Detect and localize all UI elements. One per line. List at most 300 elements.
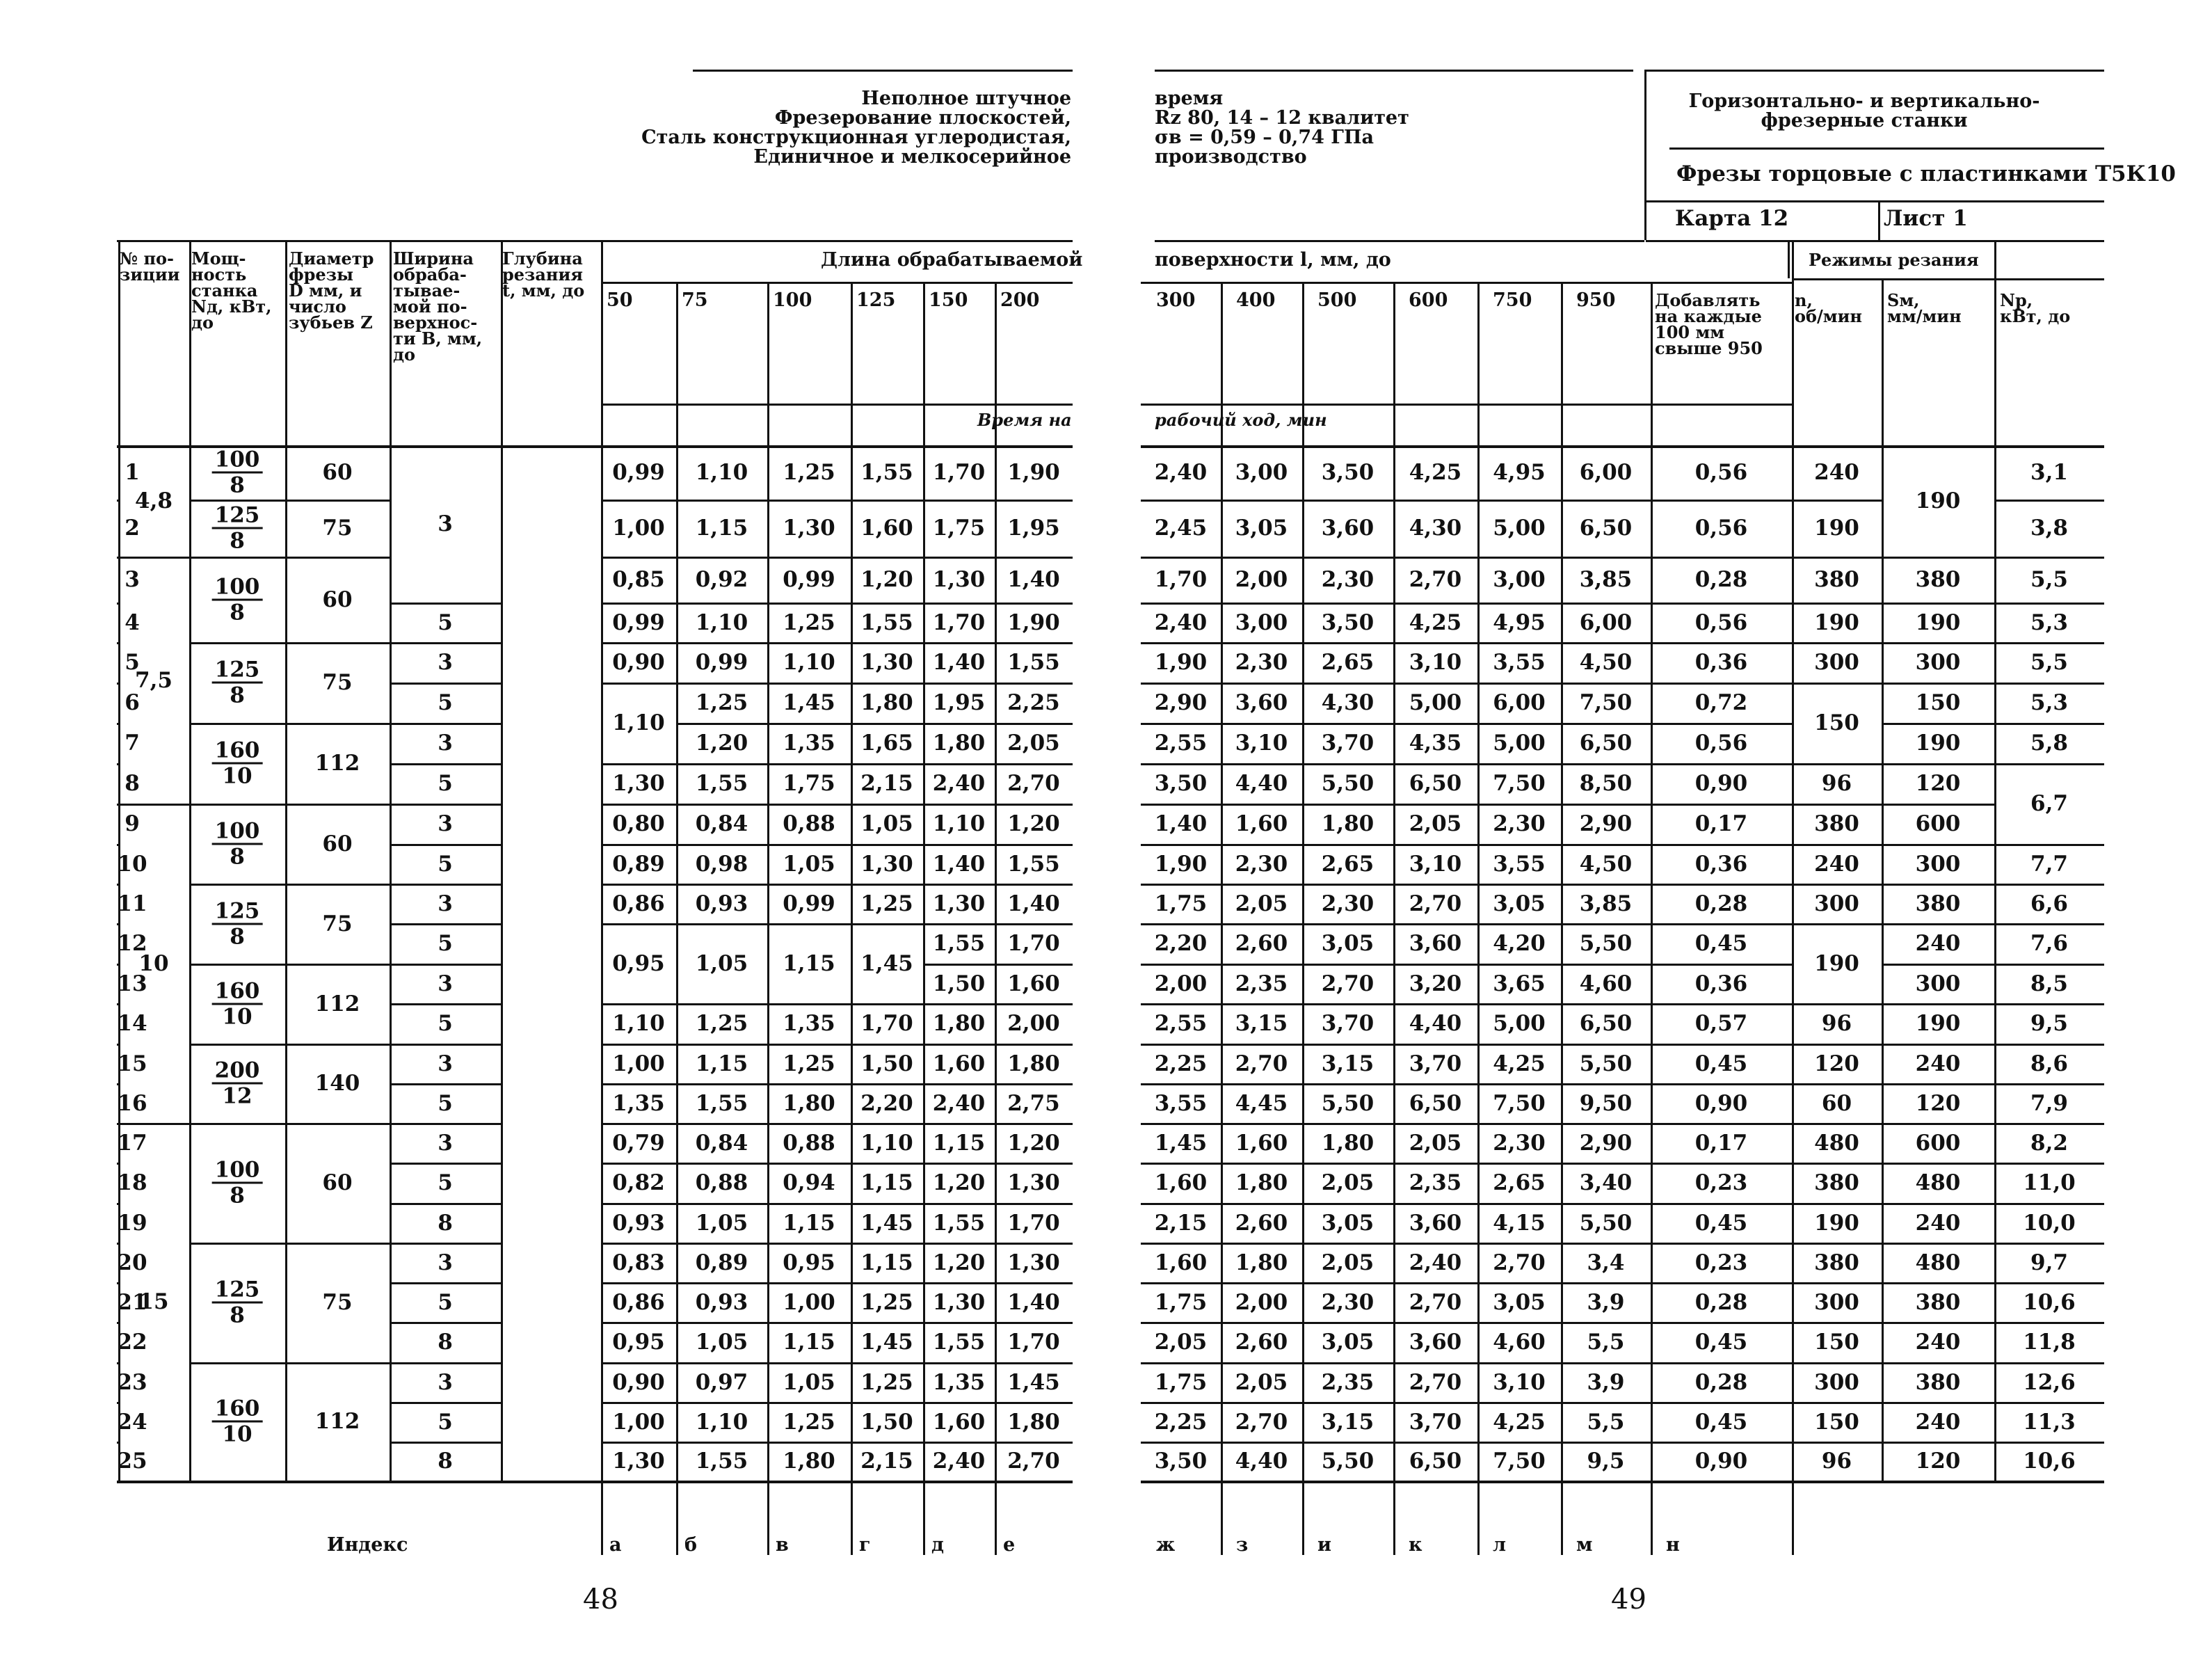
feed-value: 190 bbox=[1915, 488, 1961, 513]
time-cell-right: 2,90 bbox=[1579, 1130, 1633, 1156]
rule-line bbox=[923, 804, 995, 806]
col-header-width: Ширина обраба- тывае- мой по- верхнос- ти В, мм, до bbox=[393, 248, 483, 365]
time-cell-right: 4,40 bbox=[1235, 771, 1288, 796]
rule-line bbox=[767, 923, 851, 925]
time-cell-right: 4,60 bbox=[1579, 971, 1633, 996]
rule-line bbox=[118, 557, 189, 559]
rule-line bbox=[1882, 1442, 1994, 1444]
depth-value: 5 bbox=[438, 1289, 453, 1315]
rule-line bbox=[676, 1322, 767, 1324]
rule-line bbox=[1792, 1322, 1882, 1324]
rule-line bbox=[1994, 923, 2104, 925]
time-cell: 1,35 bbox=[783, 731, 835, 756]
time-cell: 1,55 bbox=[860, 460, 913, 485]
time-cell: 1,55 bbox=[932, 1210, 986, 1236]
time-cell-right: 3,85 bbox=[1579, 567, 1633, 592]
time-cell-right: 6,50 bbox=[1409, 1449, 1462, 1474]
rule-line bbox=[1994, 1481, 2104, 1483]
cutting-power-value: 5,3 bbox=[2030, 609, 2068, 635]
feed-value: 190 bbox=[1915, 609, 1961, 635]
time-cell-right: 2,35 bbox=[1235, 971, 1288, 996]
rule-line bbox=[923, 723, 995, 725]
col-header-position: № по- зиции bbox=[120, 248, 180, 285]
depth-value: 3 bbox=[438, 511, 453, 536]
time-cell-right: 2,00 bbox=[1235, 1289, 1288, 1315]
time-cell-right: 96 bbox=[1821, 771, 1852, 796]
power-value: 10 bbox=[138, 950, 169, 976]
time-cell-right: 3,60 bbox=[1409, 931, 1462, 956]
rule-line bbox=[390, 804, 501, 806]
time-cell: 0,99 bbox=[783, 891, 835, 916]
rule-line bbox=[390, 1402, 501, 1404]
cutting-power-value: 8,2 bbox=[2030, 1130, 2068, 1156]
depth-value: 5 bbox=[438, 1170, 453, 1195]
rule-line bbox=[851, 1044, 923, 1046]
rule-line bbox=[923, 1243, 995, 1245]
rule-line bbox=[390, 964, 501, 966]
cutting-power-value: 9,5 bbox=[2030, 1011, 2068, 1036]
time-cell-right: 2,70 bbox=[1321, 971, 1375, 996]
rule-line bbox=[1792, 844, 1882, 846]
feed-value: 480 bbox=[1915, 1250, 1961, 1275]
rule-line bbox=[676, 1003, 767, 1005]
rule-line bbox=[923, 964, 995, 966]
rule-line bbox=[189, 240, 191, 1481]
rule-line bbox=[189, 723, 285, 725]
time-cell: 0,83 bbox=[612, 1250, 665, 1275]
rule-line bbox=[601, 642, 676, 644]
rule-line bbox=[390, 1163, 501, 1165]
rule-line bbox=[767, 1003, 851, 1005]
col-header-length: 400 bbox=[1236, 289, 1276, 311]
rule-line bbox=[676, 1044, 767, 1046]
rule-line bbox=[1994, 1083, 2104, 1085]
rule-line bbox=[285, 1044, 390, 1046]
rule-line bbox=[1141, 557, 1792, 559]
col-header-length: 300 bbox=[1156, 289, 1196, 311]
feed-value: 120 bbox=[1915, 771, 1961, 796]
rule-line bbox=[923, 1044, 995, 1046]
position-number: 24 bbox=[117, 1409, 147, 1435]
rule-line bbox=[995, 1083, 1073, 1085]
cutting-power-value: 7,9 bbox=[2030, 1090, 2068, 1116]
rule-line bbox=[390, 1083, 501, 1085]
rule-line bbox=[117, 884, 118, 886]
rule-line bbox=[851, 763, 923, 765]
time-cell-right: 0,57 bbox=[1694, 1011, 1748, 1036]
rule-line bbox=[1792, 923, 1882, 925]
rule-line bbox=[285, 1243, 390, 1245]
position-number: 16 bbox=[117, 1090, 147, 1116]
rule-line bbox=[923, 1003, 995, 1005]
rule-line bbox=[995, 1003, 1073, 1005]
time-cell: 0,99 bbox=[612, 460, 665, 485]
rule-line bbox=[117, 603, 118, 605]
cutting-power-value: 3,1 bbox=[2030, 460, 2068, 485]
rule-line bbox=[390, 884, 501, 886]
rule-line bbox=[767, 1322, 851, 1324]
index-letter: к bbox=[1409, 1534, 1422, 1556]
rule-line bbox=[923, 1282, 995, 1284]
time-cell-right: 2,70 bbox=[1409, 567, 1462, 592]
col-header-length: 600 bbox=[1409, 289, 1448, 311]
time-cell: 2,15 bbox=[860, 1449, 913, 1474]
rule-line bbox=[995, 1163, 1073, 1165]
time-cell-right: 4,25 bbox=[1493, 1409, 1546, 1435]
rule-line bbox=[1788, 240, 1790, 278]
rule-line bbox=[995, 1322, 1073, 1324]
rule-line bbox=[1155, 240, 1644, 242]
position-number: 12 bbox=[117, 931, 147, 956]
rule-line bbox=[390, 1481, 501, 1483]
time-cell-right: 5,00 bbox=[1493, 516, 1546, 541]
rule-line bbox=[676, 1203, 767, 1205]
rule-line bbox=[767, 763, 851, 765]
time-cell-right: 1,80 bbox=[1235, 1250, 1288, 1275]
time-cell: 2,00 bbox=[1007, 1011, 1060, 1036]
time-cell-right: 8,50 bbox=[1579, 771, 1633, 796]
rule-line bbox=[995, 557, 1073, 559]
cutting-power-value: 8,5 bbox=[2030, 971, 2068, 996]
time-cell-right: 0,56 bbox=[1694, 516, 1748, 541]
rule-line bbox=[390, 683, 501, 685]
rule-line bbox=[1994, 603, 2104, 605]
depth-value: 3 bbox=[438, 731, 453, 756]
rule-line bbox=[118, 1123, 189, 1125]
feed-value: 600 bbox=[1915, 1130, 1961, 1156]
rule-line bbox=[601, 683, 676, 685]
rule-line bbox=[601, 404, 1073, 406]
rule-line bbox=[851, 884, 923, 886]
rule-line bbox=[923, 1322, 995, 1324]
time-cell: 1,75 bbox=[932, 516, 986, 541]
time-cell-right: 2,70 bbox=[1493, 1250, 1546, 1275]
right-header bbox=[1155, 89, 1409, 167]
cutter-diameter-fraction: $\frac{100}{8}$ bbox=[212, 448, 263, 497]
index-letter: л bbox=[1493, 1534, 1507, 1556]
index-letter: в bbox=[776, 1534, 789, 1556]
time-cell-right: 4,20 bbox=[1493, 931, 1546, 956]
depth-value: 8 bbox=[438, 1210, 453, 1236]
time-cell-right: 3,60 bbox=[1235, 690, 1288, 715]
rule-line bbox=[1792, 804, 1882, 806]
rule-line bbox=[285, 964, 390, 966]
time-cell: 0,86 bbox=[612, 1289, 665, 1315]
time-cell-right: 380 bbox=[1814, 811, 1859, 836]
time-cell-right: 2,55 bbox=[1154, 731, 1208, 756]
time-cell: 0,89 bbox=[695, 1250, 748, 1275]
time-cell: 0,95 bbox=[612, 950, 665, 976]
rule-line bbox=[189, 804, 285, 806]
time-cell-right: 0,90 bbox=[1694, 1449, 1748, 1474]
rule-line bbox=[923, 1402, 995, 1404]
rule-line bbox=[851, 1481, 923, 1483]
time-cell-right: 150 bbox=[1814, 1330, 1859, 1355]
rule-line bbox=[851, 804, 923, 806]
rule-line bbox=[1141, 804, 1792, 806]
feed-value: 240 bbox=[1915, 1409, 1961, 1435]
time-cell: 0,86 bbox=[612, 891, 665, 916]
rule-line bbox=[1882, 923, 1994, 925]
time-cell: 1,60 bbox=[860, 516, 913, 541]
time-cell-right: 190 bbox=[1814, 1210, 1859, 1236]
rule-line bbox=[189, 1481, 285, 1483]
rule-line bbox=[1882, 1044, 1994, 1046]
position-number: 25 bbox=[117, 1449, 147, 1474]
depth-value: 3 bbox=[438, 891, 453, 916]
rule-line bbox=[1792, 1003, 1882, 1005]
rule-line bbox=[1792, 1203, 1882, 1205]
time-cell-right: 4,30 bbox=[1409, 516, 1462, 541]
time-cell-right: 0,45 bbox=[1694, 1409, 1748, 1435]
time-cell: 1,20 bbox=[932, 1170, 986, 1195]
time-cell-right: 2,40 bbox=[1409, 1250, 1462, 1275]
index-letter: з bbox=[1236, 1534, 1249, 1556]
time-cell-right: 3,15 bbox=[1235, 1011, 1288, 1036]
rule-line bbox=[676, 683, 767, 685]
page-number-right: 49 bbox=[1611, 1584, 1646, 1616]
time-cell: 1,00 bbox=[612, 1409, 665, 1435]
time-cell: 1,40 bbox=[1007, 567, 1060, 592]
rule-line bbox=[1646, 200, 2104, 202]
rule-line bbox=[1792, 278, 2104, 280]
rule-line bbox=[1882, 1282, 1994, 1284]
rule-line bbox=[390, 1243, 501, 1245]
time-cell-right: 0,90 bbox=[1694, 771, 1748, 796]
time-cell-right: 1,90 bbox=[1154, 650, 1208, 675]
time-cell: 1,60 bbox=[932, 1051, 986, 1076]
time-cell-right: 0,28 bbox=[1694, 891, 1748, 916]
rule-line bbox=[390, 642, 501, 644]
rule-line bbox=[117, 1003, 118, 1005]
position-number: 11 bbox=[117, 891, 147, 916]
feed-value: 240 bbox=[1915, 1051, 1961, 1076]
time-cell: 1,10 bbox=[695, 609, 748, 635]
time-cell: 1,50 bbox=[932, 971, 986, 996]
time-cell-right: 2,00 bbox=[1235, 567, 1288, 592]
time-cell-right: 2,70 bbox=[1235, 1409, 1288, 1435]
position-number: 9 bbox=[125, 811, 140, 836]
time-cell-right: 0,45 bbox=[1694, 931, 1748, 956]
rule-line bbox=[1792, 1362, 1882, 1364]
time-cell-right: 380 bbox=[1814, 567, 1859, 592]
rule-line bbox=[851, 557, 923, 559]
rule-line bbox=[1141, 1123, 1792, 1125]
rule-line bbox=[1141, 884, 1792, 886]
rule-line bbox=[117, 1243, 118, 1245]
rule-line bbox=[923, 763, 995, 765]
time-cell-right: 3,10 bbox=[1493, 1369, 1546, 1395]
time-cell: 2,25 bbox=[1007, 690, 1060, 715]
rule-line bbox=[1882, 884, 1994, 886]
left-header-line: Единичное и мелкосерийное bbox=[753, 146, 1071, 168]
time-cell-right: 2,70 bbox=[1409, 1289, 1462, 1315]
time-cell: 1,30 bbox=[860, 851, 913, 877]
time-cell-right: 1,75 bbox=[1154, 891, 1208, 916]
right-header-line: Rz 80, 14 – 12 квалитет bbox=[1155, 107, 1409, 129]
rule-line bbox=[1994, 763, 2104, 765]
rule-line bbox=[995, 1123, 1073, 1125]
time-cell: 2,20 bbox=[860, 1090, 913, 1116]
time-cell: 1,55 bbox=[695, 1449, 748, 1474]
rule-line bbox=[390, 1123, 501, 1125]
time-cell-right: 3,40 bbox=[1579, 1170, 1633, 1195]
time-cell-right: 1,75 bbox=[1154, 1289, 1208, 1315]
time-cell-right: 2,30 bbox=[1235, 650, 1288, 675]
time-cell-right: 2,30 bbox=[1321, 567, 1375, 592]
width-value: 75 bbox=[322, 516, 353, 541]
rule-line bbox=[923, 1163, 995, 1165]
rule-line bbox=[851, 844, 923, 846]
sheet-number: Лист 1 bbox=[1884, 206, 1968, 231]
time-cell-right: 0,72 bbox=[1694, 690, 1748, 715]
position-number: 10 bbox=[117, 851, 147, 877]
rule-line bbox=[1882, 642, 1994, 644]
time-cell: 1,20 bbox=[695, 731, 748, 756]
time-cell-right: 4,40 bbox=[1235, 1449, 1288, 1474]
rule-line bbox=[923, 923, 995, 925]
spindle-speed-value: 190 bbox=[1814, 950, 1859, 976]
index-letter: г bbox=[859, 1534, 871, 1556]
rule-line bbox=[285, 884, 390, 886]
time-cell: 2,75 bbox=[1007, 1090, 1060, 1116]
rule-line bbox=[117, 1282, 118, 1284]
time-cell-right: 6,50 bbox=[1409, 771, 1462, 796]
time-cell: 1,30 bbox=[932, 891, 986, 916]
time-cell: 1,60 bbox=[932, 1409, 986, 1435]
position-number: 23 bbox=[117, 1369, 147, 1395]
time-cell: 1,90 bbox=[1007, 609, 1060, 635]
time-cell-right: 2,70 bbox=[1409, 1369, 1462, 1395]
rule-line bbox=[1882, 1402, 1994, 1404]
rule-line bbox=[767, 1123, 851, 1125]
time-cell-right: 2,70 bbox=[1409, 891, 1462, 916]
cutting-power-value: 5,5 bbox=[2030, 567, 2068, 592]
feed-value: 300 bbox=[1915, 851, 1961, 877]
time-cell: 1,40 bbox=[1007, 891, 1060, 916]
position-number: 21 bbox=[117, 1289, 147, 1315]
rule-line bbox=[285, 557, 390, 559]
time-cell: 1,15 bbox=[783, 1330, 835, 1355]
rule-line bbox=[995, 603, 1073, 605]
time-cell: 1,30 bbox=[612, 1449, 665, 1474]
time-cell-right: 5,50 bbox=[1579, 1051, 1633, 1076]
time-cell-right: 6,00 bbox=[1579, 460, 1633, 485]
index-label: Индекс bbox=[327, 1534, 408, 1556]
time-cell: 1,75 bbox=[783, 771, 835, 796]
time-cell-right: 2,60 bbox=[1235, 931, 1288, 956]
time-cell-right: 5,5 bbox=[1587, 1409, 1625, 1435]
time-cell-right: 2,05 bbox=[1154, 1330, 1208, 1355]
feed-value: 380 bbox=[1915, 1369, 1961, 1395]
rule-line bbox=[285, 723, 390, 725]
time-cell-right: 3,70 bbox=[1409, 1409, 1462, 1435]
time-cell-right: 7,50 bbox=[1579, 690, 1633, 715]
rule-line bbox=[1994, 723, 2104, 725]
time-cell: 1,25 bbox=[695, 690, 748, 715]
rule-line bbox=[676, 1402, 767, 1404]
rule-line bbox=[851, 1083, 923, 1085]
rule-line bbox=[117, 1044, 118, 1046]
time-cell-right: 4,60 bbox=[1493, 1330, 1546, 1355]
time-cell-right: 2,05 bbox=[1409, 811, 1462, 836]
time-cell-right: 3,55 bbox=[1154, 1090, 1208, 1116]
rule-line bbox=[851, 1402, 923, 1404]
time-cell-right: 1,75 bbox=[1154, 1369, 1208, 1395]
col-header-feed: Sм, мм/мин bbox=[1887, 290, 1962, 326]
time-cell-right: 2,35 bbox=[1321, 1369, 1375, 1395]
time-cell-right: 0,45 bbox=[1694, 1330, 1748, 1355]
rule-line bbox=[1994, 1203, 2104, 1205]
time-cell-right: 3,50 bbox=[1154, 771, 1208, 796]
time-cell-right: 5,50 bbox=[1579, 1210, 1633, 1236]
time-cell: 1,15 bbox=[783, 1210, 835, 1236]
time-cell-right: 0,36 bbox=[1694, 650, 1748, 675]
time-cell: 1,40 bbox=[932, 650, 986, 675]
depth-value: 5 bbox=[438, 931, 453, 956]
time-cell: 1,55 bbox=[1007, 650, 1060, 675]
rule-line bbox=[1141, 1003, 1792, 1005]
rule-line bbox=[1994, 884, 2104, 886]
rule-line bbox=[1669, 147, 2104, 150]
rule-line bbox=[1141, 1243, 1792, 1245]
time-cell: 1,05 bbox=[695, 1330, 748, 1355]
rule-line bbox=[189, 642, 285, 644]
rule-line bbox=[1792, 1163, 1882, 1165]
time-cell-right: 1,80 bbox=[1235, 1170, 1288, 1195]
rule-line bbox=[117, 1163, 118, 1165]
width-value: 60 bbox=[322, 831, 353, 856]
rule-line bbox=[767, 1163, 851, 1165]
rule-line bbox=[390, 1362, 501, 1364]
rule-line bbox=[995, 923, 1073, 925]
rule-line bbox=[1141, 1402, 1792, 1404]
time-cell-right: 3,10 bbox=[1409, 851, 1462, 877]
rule-line bbox=[1994, 1402, 2104, 1404]
time-cell: 0,93 bbox=[612, 1210, 665, 1236]
time-cell: 1,30 bbox=[612, 771, 665, 796]
rule-line bbox=[1141, 1083, 1792, 1085]
rule-line bbox=[1155, 70, 1633, 72]
cutting-power-value: 7,6 bbox=[2030, 931, 2068, 956]
rule-line bbox=[676, 763, 767, 765]
time-cell: 2,40 bbox=[932, 1449, 986, 1474]
feed-value: 120 bbox=[1915, 1449, 1961, 1474]
position-number: 3 bbox=[125, 567, 140, 592]
rule-line bbox=[285, 1362, 390, 1364]
rule-line bbox=[923, 642, 995, 644]
time-cell-right: 1,60 bbox=[1235, 811, 1288, 836]
time-cell: 1,10 bbox=[695, 460, 748, 485]
rule-line bbox=[601, 1402, 676, 1404]
time-cell-right: 0,45 bbox=[1694, 1210, 1748, 1236]
rule-line bbox=[1792, 1083, 1882, 1085]
time-cell-right: 6,50 bbox=[1579, 1011, 1633, 1036]
rule-line bbox=[923, 1083, 995, 1085]
rule-line bbox=[767, 603, 851, 605]
rule-line bbox=[995, 804, 1073, 806]
position-number: 7 bbox=[125, 731, 140, 756]
cutting-power-value: 11,3 bbox=[2023, 1409, 2076, 1435]
depth-value: 3 bbox=[438, 1369, 453, 1395]
rule-line bbox=[676, 1243, 767, 1245]
time-cell-right: 380 bbox=[1814, 1170, 1859, 1195]
col-header-length: 75 bbox=[682, 289, 708, 311]
rule-line bbox=[189, 1362, 285, 1364]
cutting-power-value: 10,0 bbox=[2023, 1210, 2076, 1236]
feed-value: 240 bbox=[1915, 1330, 1961, 1355]
time-cell: 1,80 bbox=[1007, 1409, 1060, 1435]
